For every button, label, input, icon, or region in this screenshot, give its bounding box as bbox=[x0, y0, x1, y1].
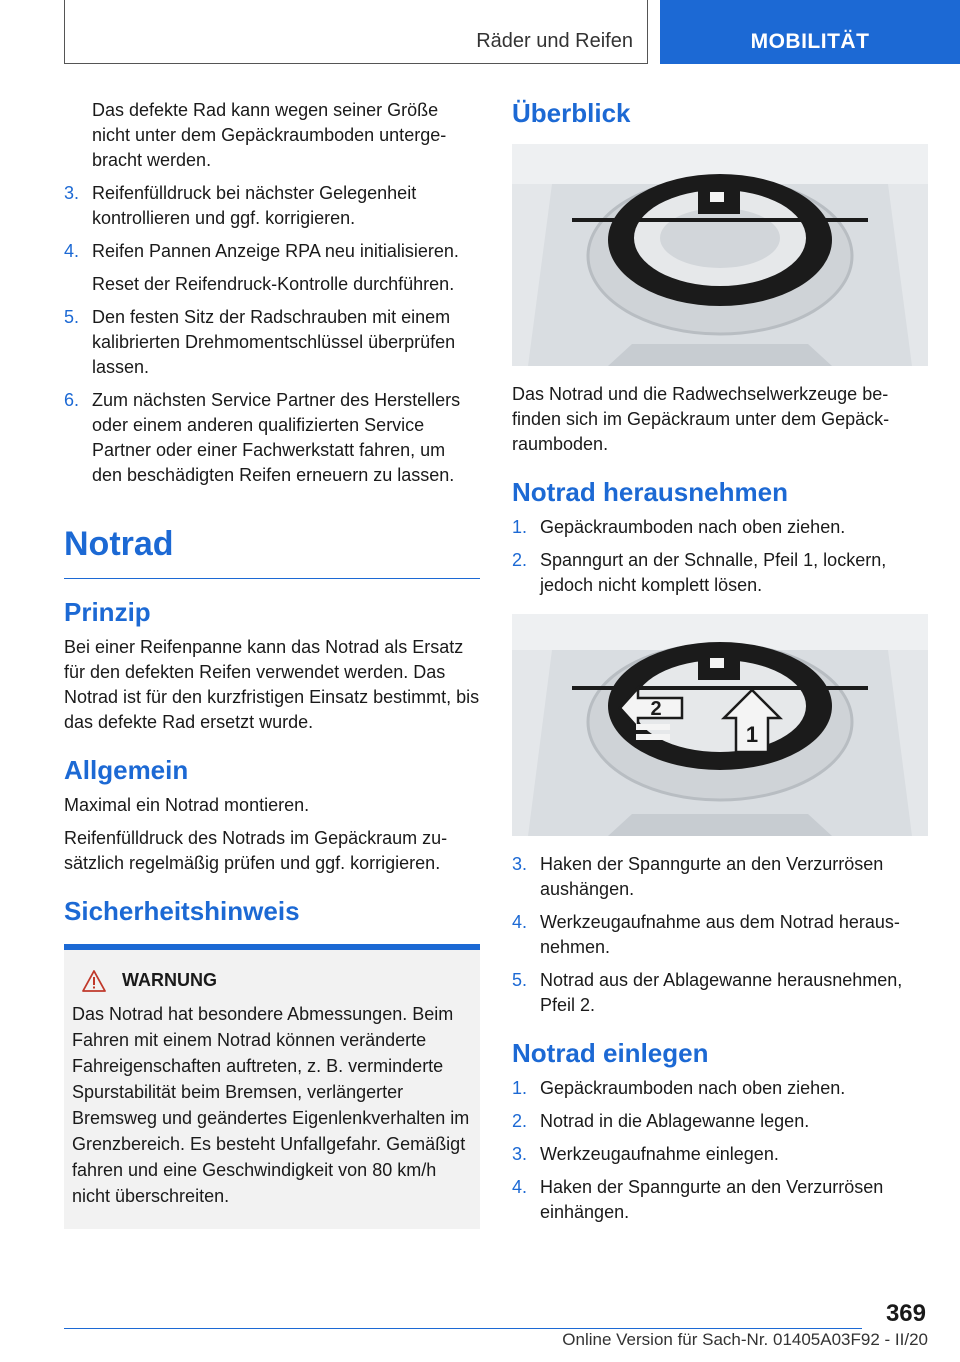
list-item bbox=[512, 515, 928, 540]
step-text: Werkzeugaufnahme einlegen. bbox=[540, 1144, 779, 1164]
header-chapter-tab bbox=[660, 0, 960, 64]
step-number: 2. bbox=[512, 550, 528, 570]
allgemein-paragraph-2: Reifenfülldruck des Notrads im Gepäckraum zusätzlich regelmäßig prüfen und ggf. korrigieren. bbox=[64, 828, 448, 873]
list-item bbox=[64, 388, 480, 488]
list-item bbox=[512, 1076, 928, 1101]
step-number: 4. bbox=[512, 912, 528, 932]
footer-rule bbox=[64, 1328, 862, 1329]
list-item bbox=[512, 1142, 928, 1167]
warning-header bbox=[72, 968, 472, 993]
step-text: Notrad aus der Ablagewanne herausnehmen, Pfeil 2. bbox=[540, 970, 903, 1015]
step-number: 2. bbox=[512, 1111, 528, 1131]
chapter-heading-notrad: Notrad bbox=[64, 524, 480, 579]
list-item bbox=[512, 910, 928, 960]
list-item bbox=[512, 852, 928, 902]
step-continuation: Das defekte Rad kann wegen seiner Größe nicht unter dem Gepäckraumboden untergebracht werden. bbox=[92, 100, 447, 170]
spare-wheel-arrows-photo bbox=[512, 614, 928, 836]
step-number: 3. bbox=[512, 854, 528, 874]
spare-wheel-overview-photo bbox=[512, 144, 928, 366]
arrow-1-label: 1 bbox=[745, 722, 759, 747]
list-item bbox=[512, 968, 928, 1018]
right-column bbox=[512, 98, 928, 1233]
heading-notrad-herausnehmen: Notrad herausnehmen bbox=[512, 477, 788, 507]
header-section-title: Räder und Reifen bbox=[476, 30, 633, 52]
warning-title: WARNUNG bbox=[122, 970, 217, 990]
ueberblick-paragraph: Das Notrad und die Radwechselwerkzeuge befinden sich im Gepäckraum unter dem Gepäckraumboden. bbox=[512, 384, 890, 454]
list-item bbox=[512, 548, 928, 598]
list-item bbox=[512, 1109, 928, 1134]
header-chapter-title: MOBILITÄT bbox=[750, 30, 870, 53]
list-item bbox=[64, 239, 480, 297]
step-number: 6. bbox=[64, 390, 80, 410]
step-subtext: Reset der Reifendruck-Kontrolle durchführen. bbox=[92, 274, 455, 294]
step-list-einlegen bbox=[512, 1076, 928, 1225]
step-list-left bbox=[64, 181, 480, 488]
step-text: Reifen Pannen Anzeige RPA neu initialisieren. bbox=[92, 241, 459, 261]
footer-online-text: Online Version für Sach-Nr. 01405A03F92 - II/20 bbox=[562, 1330, 928, 1349]
left-column bbox=[64, 98, 480, 1229]
step-text: Haken der Spanngurte an den Verzurrösen einhängen. bbox=[540, 1177, 884, 1222]
step-text: Haken der Spanngurte an den Verzurrösen aushängen. bbox=[540, 854, 884, 899]
step-text: Zum nächsten Service Partner des Herstellers oder einem anderen qualifizierten Service Partner oder einer Fachwerkstatt fahren, um den beschädigten Reifen erneuern zu lassen. bbox=[92, 390, 461, 485]
heading-notrad-einlegen: Notrad einlegen bbox=[512, 1038, 709, 1068]
page-number: 369 bbox=[885, 1300, 926, 1327]
step-text: Reifenfülldruck bei nächster Gelegenheit kontrollieren und ggf. korrigieren. bbox=[92, 183, 417, 228]
step-number: 3. bbox=[64, 183, 80, 203]
list-item bbox=[64, 305, 480, 380]
step-number: 3. bbox=[512, 1144, 528, 1164]
step-number: 4. bbox=[64, 241, 80, 261]
step-list-herausnehmen-a bbox=[512, 515, 928, 598]
step-number: 5. bbox=[512, 970, 528, 990]
heading-allgemein: Allgemein bbox=[64, 755, 189, 785]
heading-sicherheitshinweis: Sicherheitshinweis bbox=[64, 896, 300, 926]
warning-box bbox=[64, 944, 480, 1229]
warning-text: Das Notrad hat besondere Abmessungen. Beim Fahren mit einem Notrad können veränderte Fahreigenschaften auftreten, z. B. verminderte Spurstabilität beim Bremsen, verlängerter Bremsweg und geändertes Eigenlenkverhalten im Grenzbereich. Es besteht Unfallgefahr. Gemäßigt fahren und eine Geschwindigkeit von 80 km/h nicht überschreiten. bbox=[72, 1004, 470, 1206]
step-number: 1. bbox=[512, 1078, 528, 1098]
heading-ueberblick: Überblick bbox=[512, 98, 631, 128]
header-section-box bbox=[64, 0, 648, 64]
step-text: Den festen Sitz der Radschrauben mit einem kalibrierten Drehmomentschlüssel überprüfen lassen. bbox=[92, 307, 456, 377]
step-number: 4. bbox=[512, 1177, 528, 1197]
step-text: Notrad in die Ablagewanne legen. bbox=[540, 1111, 810, 1131]
prinzip-paragraph: Bei einer Reifenpanne kann das Notrad als Ersatz für den defekten Reifen verwendet werden. Das Notrad ist für den kurzfristigen Einsatz bestimmt, bis das defekte Rad ersetzt wurde. bbox=[64, 637, 480, 732]
warning-triangle-icon bbox=[82, 970, 106, 992]
step-number: 1. bbox=[512, 517, 528, 537]
arrow-2-label: 2 bbox=[650, 698, 662, 720]
allgemein-paragraph-1: Maximal ein Notrad montieren. bbox=[64, 795, 310, 815]
heading-prinzip: Prinzip bbox=[64, 597, 151, 627]
step-text: Gepäckraumboden nach oben ziehen. bbox=[540, 517, 846, 537]
step-text: Werkzeugaufnahme aus dem Notrad herausnehmen. bbox=[540, 912, 900, 957]
list-item bbox=[512, 1175, 928, 1225]
step-list-herausnehmen-b bbox=[512, 852, 928, 1018]
step-text: Spanngurt an der Schnalle, Pfeil 1, lockern, jedoch nicht komplett lösen. bbox=[540, 550, 887, 595]
step-text: Gepäckraumboden nach oben ziehen. bbox=[540, 1078, 846, 1098]
list-item bbox=[64, 181, 480, 231]
step-number: 5. bbox=[64, 307, 80, 327]
footer-online-version bbox=[64, 1330, 928, 1350]
